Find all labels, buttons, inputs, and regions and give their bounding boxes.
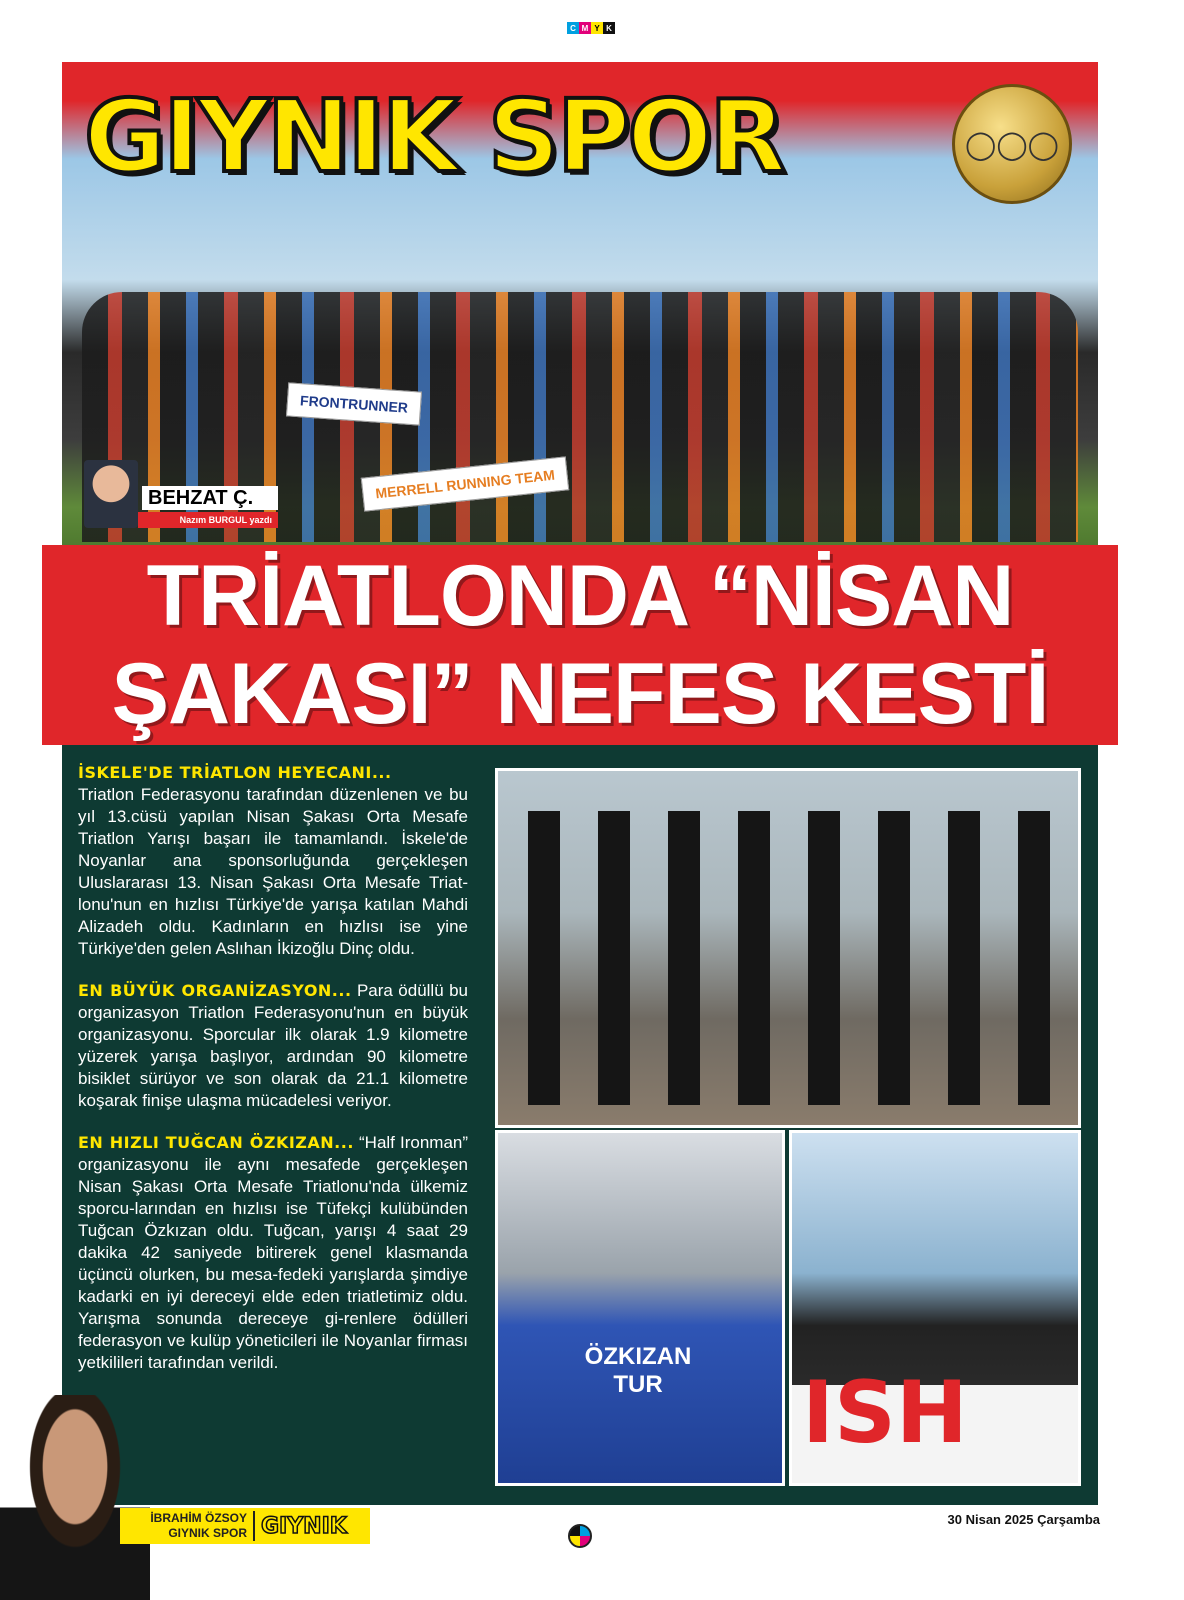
kicker: EN HIZLI TUĞCAN ÖZKIZAN... [78, 1133, 354, 1152]
yellow-mark: Y [591, 22, 603, 34]
author-avatar [84, 460, 138, 528]
registration-mark-icon [568, 1524, 592, 1548]
olympic-medal-icon: ◯◯◯ [952, 84, 1072, 204]
black-mark: K [603, 22, 615, 34]
article-body [78, 762, 468, 1394]
cyan-mark: C [567, 22, 579, 34]
paragraph-text: Triatlon Federasyonu tarafından düzenlenen ve bu yıl 13.cüsü yapılan Nisan Şakası Orta Mesafe Triatlon Yarışı başarı ile tamamlandı. İskele'de Noyanlar ana sponsorluğunda gerçekleşen Uluslararası 13. Nisan Şakası Orta Mesafe Triat-lonu'nun en hızlısı Türkiye'de yarışa katılan Mahdi Alizadeh oldu. Kadınların en hızlısı ise yine Türkiye'den gelen Aslıhan İkizoğlu Dinç oldu. [78, 785, 468, 958]
finish-banner-text: ISH [802, 1363, 968, 1463]
masthead-logo: GIYNIK SPOR [84, 78, 784, 195]
author-outlet: GIYNIK SPOR [168, 1526, 247, 1540]
byline-name: BEHZAT Ç. [142, 486, 278, 510]
headline-line: TRİATLONDA “NİSAN [146, 548, 1014, 644]
swim-start-photo [495, 768, 1081, 1128]
paragraph [78, 1132, 468, 1374]
paragraph-text: “Half Ironman” organizasyonu ile aynı mesafede gerçekleşen Nisan Şakası Orta Mesafe Triatlonu'nda ülkemiz sporcu-larından en hızlısı ise Tüfekçi kulübünden Tuğcan Özkızan oldu. Tuğcan, yarışı 4 saat 29 dakika 42 saniyede bitirerek genel klasmanda üçüncü olurken, bu mesa-fedeki yarışlarda şimdiye kadarki en iyi dereceyi elde eden triatletimiz oldu. Yarışma sonunda dereceye gi-renlere ödülleri federasyon ve kulüp yöneticileri ile Noyanlar firması yetkilileri tarafından verildi. [78, 1133, 469, 1372]
headline-line: ŞAKASI” NEFES KESTİ [111, 646, 1049, 742]
sponsor-banner: FRONTRUNNER [286, 382, 422, 425]
paragraph [78, 980, 468, 1112]
paragraph-text: Para ödüllü bu organizasyon Triatlon Federasyonu'nun en büyük organizasyonu. Sporcular ilk olarak 1.9 kilometre yüzerek yarışa başlıyor, ardından 90 kilometre bisiklet sürüyor ve son olarak da 21.1 kilometre koşarak finişe ulaşma mücadelesi veriyor. [78, 981, 468, 1110]
byline [78, 482, 278, 528]
runner-photo [495, 1130, 785, 1486]
author-credit [120, 1508, 370, 1544]
author-avatar [0, 1395, 150, 1600]
author-names [120, 1511, 255, 1541]
byline-sub: Nazım BURGUL yazdı [138, 512, 278, 528]
hero-photo [62, 62, 1098, 546]
bib-text: ÖZKIZAN TUR [584, 1343, 692, 1398]
cmyk-marks [567, 22, 615, 34]
magenta-mark: M [579, 22, 591, 34]
swimmers [508, 811, 1068, 1105]
issue-date: 30 Nisan 2025 Çarşamba [947, 1512, 1100, 1527]
author-name: İBRAHİM ÖZSOY [150, 1511, 247, 1525]
sponsor-banner: MERRELL RUNNING TEAM [361, 456, 570, 511]
finish-photo [789, 1130, 1081, 1486]
kicker: İSKELE'DE TRİATLON HEYECANI... [78, 763, 392, 782]
paragraph [78, 762, 468, 960]
mini-logo: GIYNIK [261, 1513, 347, 1539]
headline [42, 545, 1118, 745]
kicker: EN BÜYÜK ORGANİZASYON... [78, 981, 352, 1000]
